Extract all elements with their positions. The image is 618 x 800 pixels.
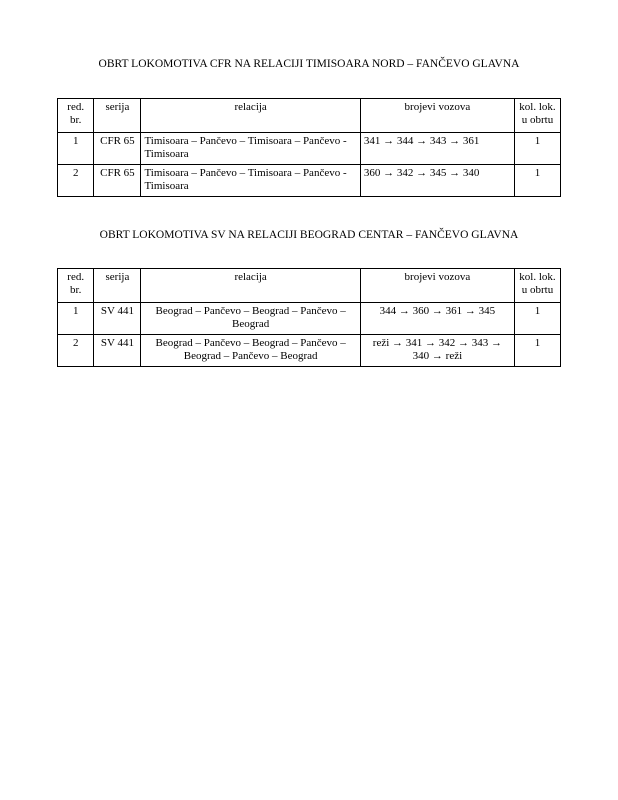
cell-no: 1: [58, 303, 94, 335]
cell-relation: Beograd – Pančevo – Beograd – Pančevo – Beograd – Pančevo – Beograd: [141, 335, 360, 367]
cfr-turn-table: [57, 98, 561, 197]
cell-count: 1: [514, 303, 560, 335]
header-count-line2: u obrtu: [521, 114, 554, 126]
cell-series: SV 441: [94, 303, 141, 335]
header-count: [514, 269, 560, 303]
table-header-row: [58, 269, 561, 303]
header-series: serija: [94, 269, 141, 303]
header-count-line2: u obrtu: [521, 284, 554, 296]
cell-count: 1: [514, 165, 560, 197]
cell-relation: Beograd – Pančevo – Beograd – Pančevo – Beograd: [141, 303, 360, 335]
table-row: [58, 335, 561, 367]
cell-series: SV 441: [94, 335, 141, 367]
cell-trains: 344 → 360 → 361 → 345: [360, 303, 514, 335]
cell-relation: Timisoara – Pančevo – Timisoara – Pančevo - Timisoara: [141, 133, 360, 165]
header-count: [514, 99, 560, 133]
cell-no: 2: [58, 165, 94, 197]
cell-series: CFR 65: [94, 133, 141, 165]
header-no: red. br.: [58, 99, 94, 133]
table-row: [58, 303, 561, 335]
section-title-cfr: OBRT LOKOMOTIVA CFR NA RELACIJI TIMISOARA NORD – FANČEVO GLAVNA: [98, 58, 520, 70]
header-count-line1: kol. lok.: [519, 271, 556, 283]
header-trains: brojevi vozova: [360, 269, 514, 303]
header-series: serija: [94, 99, 141, 133]
cell-trains: reži → 341 → 342 → 343 → 340 → reži: [360, 335, 514, 367]
header-no: red. br.: [58, 269, 94, 303]
cell-no: 1: [58, 133, 94, 165]
table-header-row: [58, 99, 561, 133]
cell-count: 1: [514, 133, 560, 165]
cell-count: 1: [514, 335, 560, 367]
cell-no: 2: [58, 335, 94, 367]
table-row: [58, 165, 561, 197]
cell-series: CFR 65: [94, 165, 141, 197]
header-trains: brojevi vozova: [360, 99, 514, 133]
cell-trains: 360 → 342 → 345 → 340: [360, 165, 514, 197]
cell-trains: 341 → 344 → 343 → 361: [360, 133, 514, 165]
cell-relation: Timisoara – Pančevo – Timisoara – Pančevo - Timisoara: [141, 165, 360, 197]
sv-turn-table: [57, 268, 561, 367]
section-title-sv: OBRT LOKOMOTIVA SV NA RELACIJI BEOGRAD CENTAR – FANČEVO GLAVNA: [99, 229, 519, 241]
table-row: [58, 133, 561, 165]
header-relation: relacija: [141, 269, 360, 303]
header-relation: relacija: [141, 99, 360, 133]
header-count-line1: kol. lok.: [519, 101, 556, 113]
